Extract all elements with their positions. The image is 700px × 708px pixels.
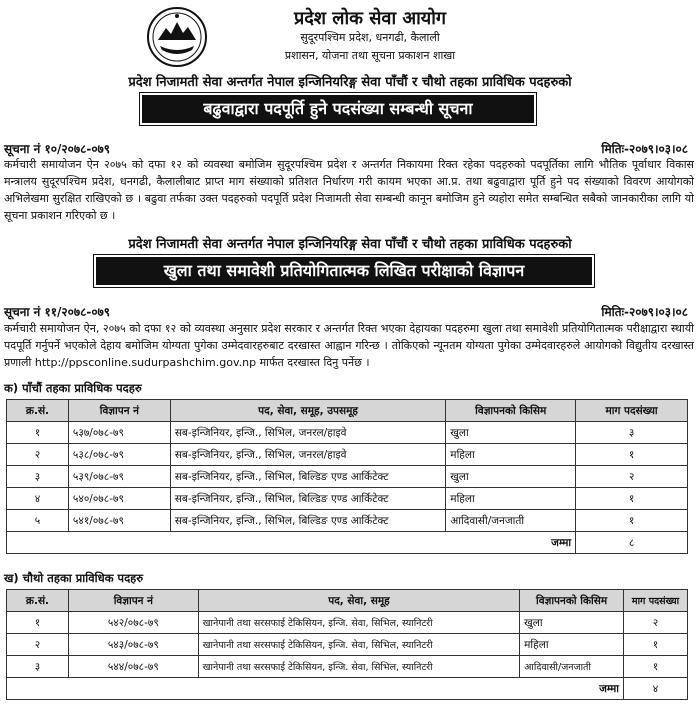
cell-post: सब-इन्जिनियर, इन्जि., सिभिल, बिल्डिङ एण्ड आर्किटेक्ट — [170, 488, 445, 510]
notice1-heading: प्रदेश निजामती सेवा अन्तर्गत नेपाल इन्जिनियरिङ्ग सेवा पाँचौं र चौथो तहका प्राविधिक पदहरुको — [128, 75, 572, 90]
table-row — [7, 466, 688, 488]
total-label: जम्मा — [446, 532, 576, 554]
cell-demand: २ — [576, 466, 688, 488]
cell-ad-type: खुला — [520, 612, 624, 634]
col-header-demand: माग पदसंख्या — [624, 590, 688, 612]
notice2-date: मितिः-२०७९।०३।०८ — [601, 305, 688, 319]
col-header-sn: क्र.सं. — [7, 400, 69, 422]
col-header-sn: क्र.सं. — [7, 590, 69, 612]
cell-sn: १ — [7, 612, 69, 634]
col-header-ad-no: विज्ञापन नं — [68, 400, 170, 422]
cell-post: खानेपानी तथा सरसफाई टेकिसियन, इन्जि. सेवा, सिभिल, स्यानिटरी — [198, 612, 519, 634]
notice1-body: कर्मचारी समायोजन ऐन २०७५ को दफा १२ को व्यवस्था बमोजिम सुदूरपश्चिम प्रदेश र अन्तर्गत निकायमा रिक्त रहेका पदहरुको पदपूर्तिका लागि भौतिक पूर्वाधार विकास मन्त्रालय सुदूरपश्चिम प्रदेश, धनगढी, कैलालीबाट प्राप्त माग संख्याको प्रतिशत निर्धारण गरी कायम भएका आ.प्र. तथा बढुवाद्वारा पूर्ति हुने पद संख्याको विवरण आयोगको अभिलेखमा सुरक्षित राखिएको छ । बढुवा तर्फका उक्त पदहरुको पदपूर्ति प्रदेश निजामती सेवा सम्बन्धी कानून बमोजिम हुने व्यहोरा समेत सम्बन्धित सबैको जानकारीका लागि यो सूचना प्रकाशन गरिएको छ । — [4, 158, 694, 222]
col-header-ad-type: विज्ञापनको किसिम — [446, 400, 576, 422]
col-header-ad-type: विज्ञापनको किसिम — [520, 590, 624, 612]
cell-ad-no: ५४२/०७८-७९ — [68, 612, 198, 634]
notice1-banner: बढुवाद्वारा पदपूर्ति हुने पदसंख्या सम्बन्धी सूचना — [142, 95, 534, 123]
table-a-label: क) पाँचौं तहका प्राविधिक पदहरु — [4, 381, 142, 395]
col-header-post: पद, सेवा, समूह — [198, 590, 519, 612]
notice2-number: सूचना नं ११/२०७८-०७९ — [4, 305, 111, 319]
table-total-row — [7, 678, 688, 700]
cell-ad-no: ५४१/०७८-७९ — [68, 510, 170, 532]
notice2-body: कर्मचारी समायोजन ऐन, २०७५ को दफा १२ को व्यवस्था अनुसार प्रदेश सरकार र अन्तर्गत रिक्त भएका देहायका पदहरुमा खुला तथा समावेशी प्रतियोगितात्मक परीक्षाद्वारा स्थायी पदपूर्ति गर्नुपर्ने भएकोले देहाय बमोजिम योग्यता पुगेका उम्मेदवारहरुबाट दरखास्त आह्वान गरिन्छ । तोकिएको न्यूनतम योग्यता पुगेका उम्मेदवारहरुले आयोगको विद्युतीय दरखास्त प्रणाली http://ppsconline.sudurpashchim.gov.np मार्फत दरखास्त दिनु पर्नेछ । — [4, 322, 694, 369]
total-spacer — [7, 532, 446, 554]
cell-post: सब-इन्जिनियर, इन्जि., सिभिल, बिल्डिङ एण्ड आर्किटेक्ट — [170, 466, 445, 488]
cell-demand: ३ — [576, 422, 688, 444]
cell-sn: २ — [7, 634, 69, 656]
cell-demand: १ — [576, 444, 688, 466]
total-value: ८ — [576, 532, 688, 554]
cell-ad-no: ५४४/०७८-७९ — [68, 656, 198, 678]
table-header-row — [7, 400, 688, 422]
cell-ad-no: ५३७/०७८-७९ — [68, 422, 170, 444]
col-header-post: पद, सेवा, समूह, उपसमूह — [170, 400, 445, 422]
table-row — [7, 422, 688, 444]
table-total-row — [7, 532, 688, 554]
org-name: प्रदेश लोक सेवा आयोग — [294, 8, 446, 29]
cell-ad-type: महिला — [446, 488, 576, 510]
col-header-demand: माग पदसंख्या — [576, 400, 688, 422]
cell-sn: २ — [7, 444, 69, 466]
cell-sn: ३ — [7, 466, 69, 488]
cell-sn: १ — [7, 422, 69, 444]
total-label: जम्मा — [520, 678, 624, 700]
cell-ad-type: खुला — [446, 422, 576, 444]
total-spacer — [7, 678, 520, 700]
cell-ad-type: खुला — [446, 466, 576, 488]
cell-post: खानेपानी तथा सरसफाई टेकिसियन, इन्जि. सेवा, सिभिल, स्यानिटरी — [198, 634, 519, 656]
cell-post: सब-इन्जिनियर, इन्जि., सिभिल, जनरल/हाइवे — [170, 422, 445, 444]
cell-demand: १ — [576, 488, 688, 510]
col-header-ad-no: विज्ञापन नं — [68, 590, 198, 612]
cell-sn: ३ — [7, 656, 69, 678]
notice1-number: सूचना नं १०/२०७८-०७९ — [4, 142, 111, 156]
cell-ad-no: ५३९/०७८-७९ — [68, 466, 170, 488]
notice2-heading: प्रदेश निजामती सेवा अन्तर्गत नेपाल इन्जिनियरिङ्ग सेवा पाँचौं र चौथो तहका प्राविधिक पदहरुको — [128, 237, 572, 252]
table-row — [7, 612, 688, 634]
notice1-date: मितिः-२०७९।०३।०८ — [601, 142, 688, 156]
cell-demand: १ — [624, 656, 688, 678]
cell-ad-no: ५३८/०७८-७९ — [68, 444, 170, 466]
table-header-row — [7, 590, 688, 612]
total-value: ४ — [624, 678, 688, 700]
posts-table-level4 — [6, 589, 688, 700]
cell-demand: १ — [624, 634, 688, 656]
table-row — [7, 444, 688, 466]
cell-post: खानेपानी तथा सरसफाई टेकिसियन, इन्जि. सेवा, सिभिल, स्यानिटरी — [198, 656, 519, 678]
table-b-label: ख) चौथो तहका प्राविधिक पदहरु — [4, 571, 144, 585]
table-row — [7, 634, 688, 656]
cell-ad-type: आदिवासी/जनजाती — [446, 510, 576, 532]
org-branch: प्रशासन, योजना तथा सूचना प्रकाशन शाखा — [284, 49, 456, 62]
cell-sn: ५ — [7, 510, 69, 532]
notice2-banner: खुला तथा समावेशी प्रतियोगितात्मक लिखित परीक्षाको विज्ञापन — [96, 257, 592, 285]
cell-ad-no: ५४३/०७८-७९ — [68, 634, 198, 656]
cell-sn: ४ — [7, 488, 69, 510]
table-row — [7, 510, 688, 532]
cell-ad-type: महिला — [446, 444, 576, 466]
table-row — [7, 488, 688, 510]
posts-table-level5 — [6, 399, 688, 554]
org-address: सुदूरपश्चिम प्रदेश, धनगढी, कैलाली — [300, 31, 440, 44]
cell-ad-type: आदिवासी/जनजाती — [520, 656, 624, 678]
cell-demand: २ — [624, 612, 688, 634]
cell-post: सब-इन्जिनियर, इन्जि., सिभिल, बिल्डिङ एण्ड आर्किटेक्ट — [170, 510, 445, 532]
cell-ad-type: महिला — [520, 634, 624, 656]
cell-demand: १ — [576, 510, 688, 532]
cell-post: सब-इन्जिनियर, इन्जि., सिभिल, जनरल/हाइवे — [170, 444, 445, 466]
cell-ad-no: ५४०/०७८-७९ — [68, 488, 170, 510]
table-row — [7, 656, 688, 678]
